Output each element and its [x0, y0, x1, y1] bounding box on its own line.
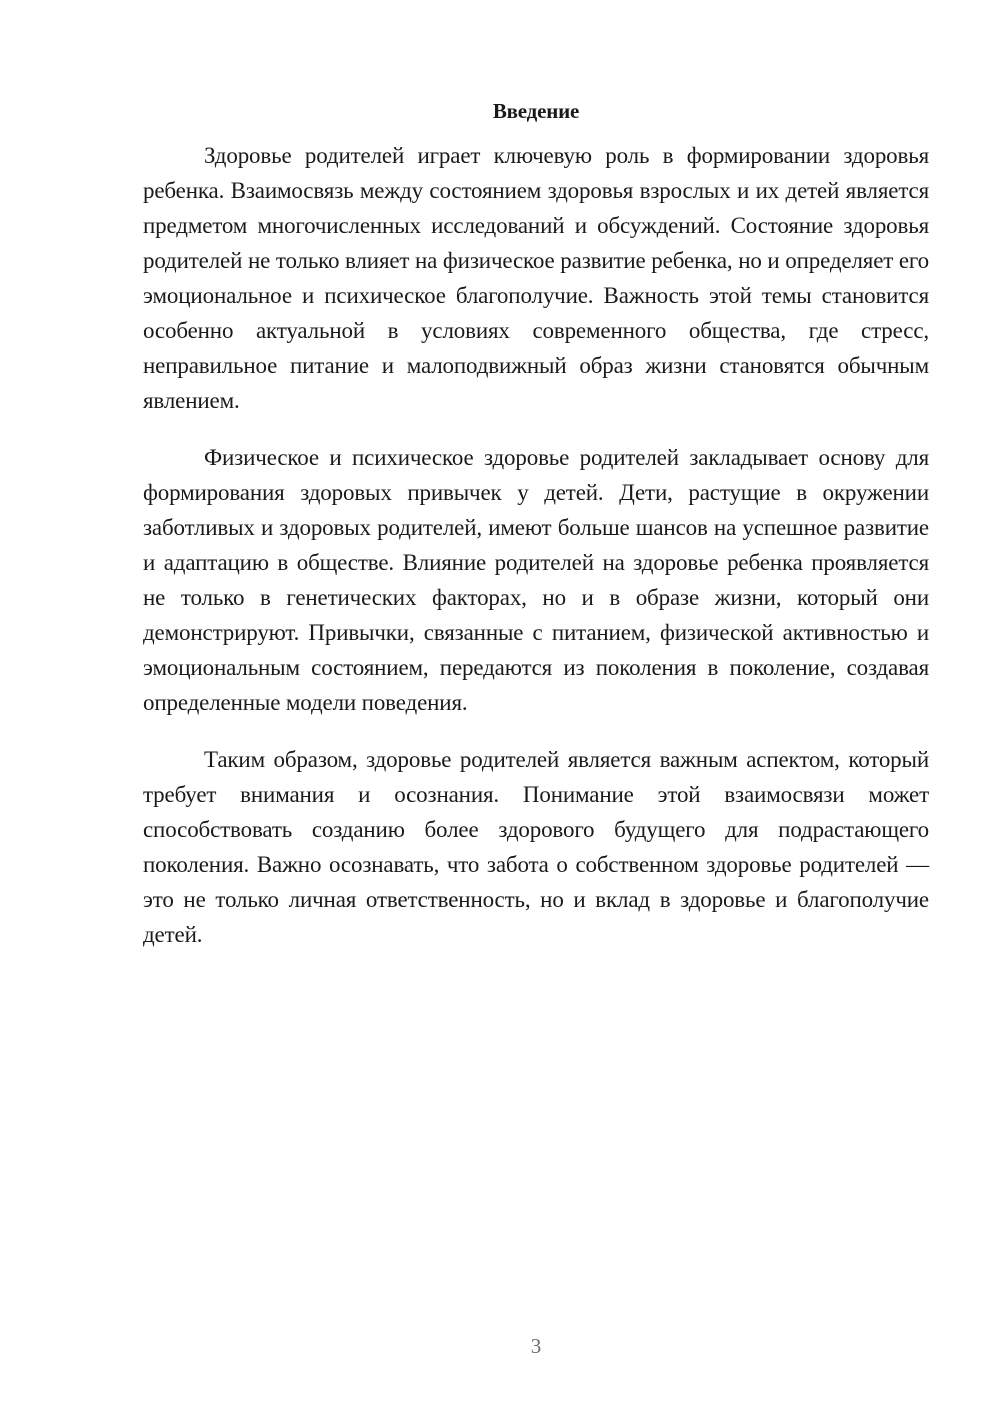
section-heading: Введение: [492, 99, 580, 123]
paragraph-2: Физическое и психическое здоровье родителей закладывает основу для формирования здоровых привычек у детей. Дети, растущие в окружении заботливых и здоровых родителей, имеют больше шансов на успешное развитие и адаптацию в обществе. Влияние родителей на здоровье ребенка проявляется не только в генетических факторах, но и в образе жизни, который они демонстрируют. Привычки, связанные с питанием, физической активностью и эмоциональным состоянием, передаются из поколения в поколение, создавая определенные модели поведения.: [143, 445, 929, 715]
page-content: [143, 96, 929, 974]
paragraph-3: Таким образом, здоровье родителей является важным аспектом, который требует внимания и осознания. Понимание этой взаимосвязи может способствовать созданию более здорового будущего для подрастающего поколения. Важно осознавать, что забота о собственном здоровье родителей — это не только личная ответственность, но и вклад в здоровье и благополучие детей.: [143, 747, 929, 947]
paragraph-1: Здоровье родителей играет ключевую роль в формировании здоровья ребенка. Взаимосвязь между состоянием здоровья взрослых и их детей является предметом многочисленных исследований и обсуждений. Состояние здоровья родителей не только влияет на физическое развитие ребенка, но и определяет его эмоциональное и психическое благополучие. Важность этой темы становится особенно актуальной в условиях современного общества, где стресс, неправильное питание и малоподвижный образ жизни становятся обычным явлением.: [143, 143, 929, 413]
page-number: 3: [530, 1334, 542, 1358]
